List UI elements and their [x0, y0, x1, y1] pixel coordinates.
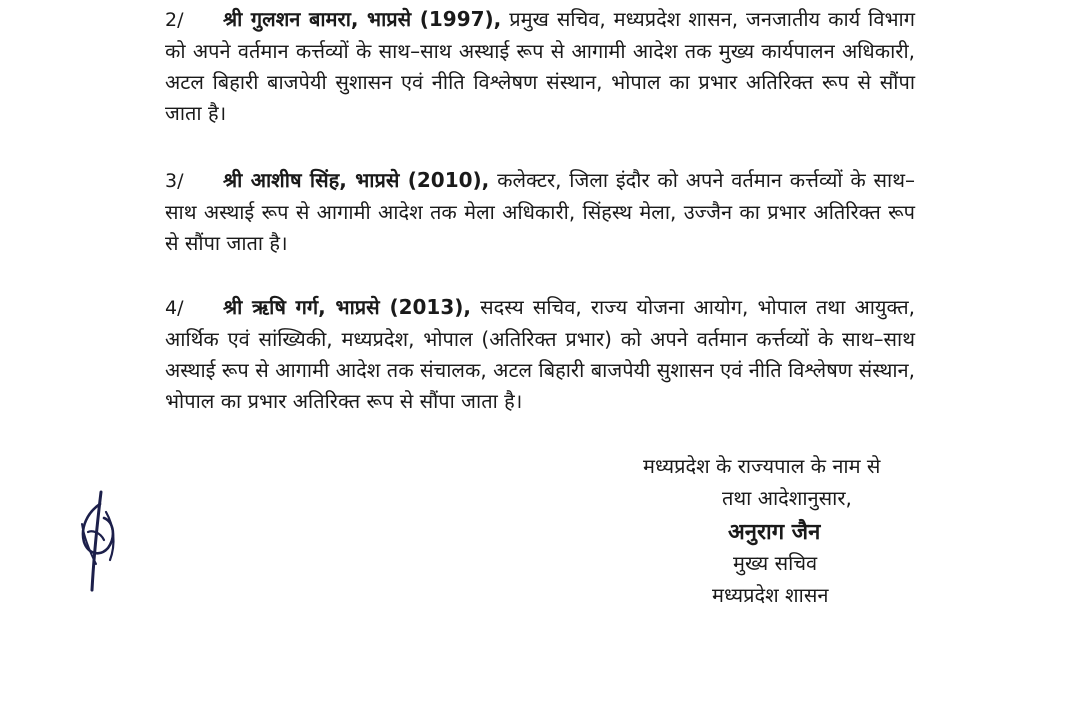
officer-name: श्री आशीष सिंह, भाप्रसे (2010),: [223, 168, 490, 192]
paragraph-number: 3/: [165, 170, 184, 192]
handwritten-signature: [70, 482, 130, 597]
officer-name: श्री गुलशन बामरा, भाप्रसे (1997),: [223, 7, 502, 31]
paragraph-number: 4/: [165, 297, 184, 319]
signature-authority-line: मध्यप्रदेश के राज्यपाल के नाम से: [643, 454, 881, 478]
signatory-designation: मुख्य सचिव: [733, 551, 818, 575]
order-paragraph-3: [165, 165, 915, 259]
signature-order-line: तथा आदेशानुसार,: [722, 486, 852, 510]
signatory-office: मध्यप्रदेश शासन: [712, 583, 829, 607]
order-paragraph-4: [165, 292, 915, 417]
signatory-name: अनुराग जैन: [728, 520, 821, 545]
order-paragraph-2: [165, 4, 915, 129]
officer-name: श्री ऋषि गर्ग, भाप्रसे (2013),: [223, 295, 471, 319]
paragraph-text: प्रमुख सचिव, मध्यप्रदेश शासन, जनजातीय कार्य विभाग को अपने वर्तमान कर्त्तव्यों के साथ–साथ अस्थाई रूप से आगामी आदेश तक मुख्य कार्यपालन अधिकारी, अटल बिहारी बाजपेयी सुशासन एवं नीति विश्लेषण संस्थान, भोपाल का प्रभार अतिरिक्त रूप से सौंपा जाता है।: [165, 7, 915, 125]
paragraph-text: कलेक्टर, जिला इंदौर को अपने वर्तमान कर्त्तव्यों के साथ–साथ अस्थाई रूप से आगामी आदेश तक मेला अधिकारी, सिंहस्थ मेला, उज्जैन का प्रभार अतिरिक्त रूप से सौंपा जाता है।: [165, 168, 916, 255]
paragraph-number: 2/: [165, 9, 184, 31]
paragraph-text: सदस्य सचिव, राज्य योजना आयोग, भोपाल तथा आयुक्त, आर्थिक एवं सांख्यिकी, मध्यप्रदेश, भोपाल (अतिरिक्त प्रभार) को अपने वर्तमान कर्त्तव्यों के साथ–साथ अस्थाई रूप से आगामी आदेश तक संचालक, अटल बिहारी बाजपेयी सुशासन एवं नीति विश्लेषण संस्थान, भोपाल का प्रभार अतिरिक्त रूप से सौंपा जाता है।: [165, 295, 915, 413]
